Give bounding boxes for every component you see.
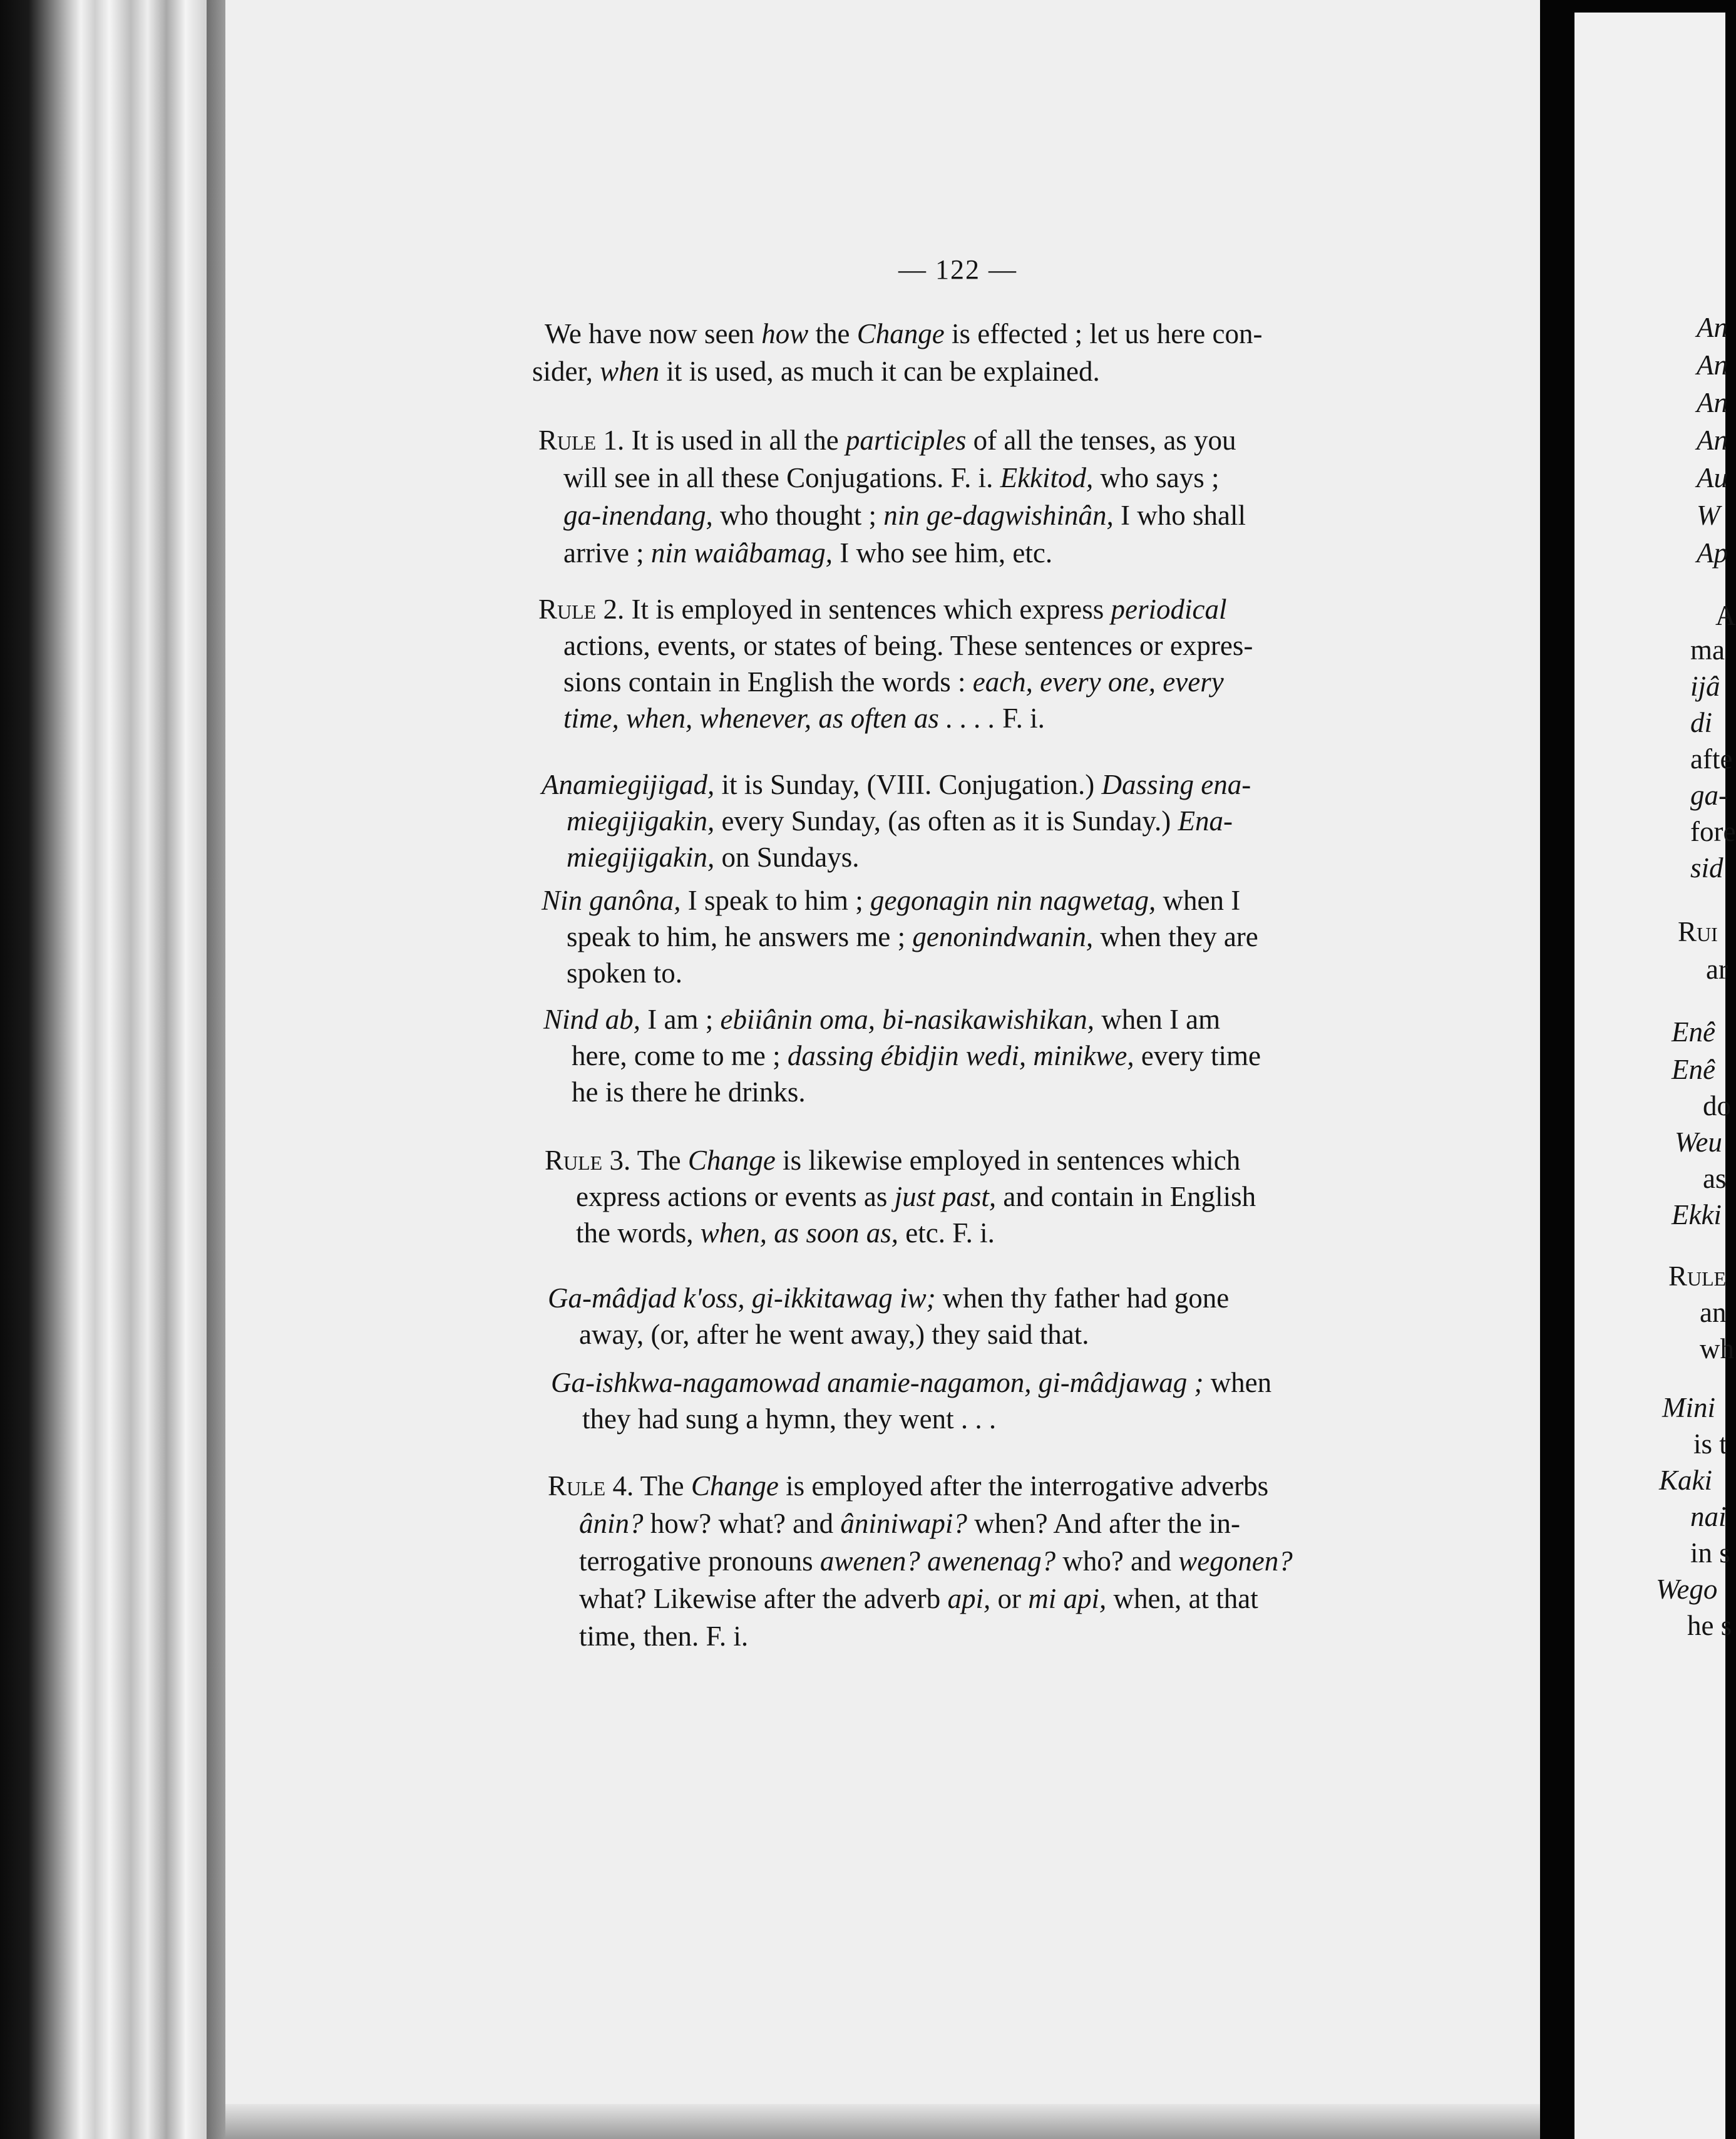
rule-label: Rule 4.: [548, 1470, 634, 1502]
page-bottom-shadow: [225, 2104, 1546, 2139]
facing-page: An An An An Au W Ap A ma ijâ di afte ga- fore sid Rui ar Enê Enê do Weu as Ekki Rule an wh Mini is t Kaki nai in s Wego he s: [1574, 13, 1725, 2139]
page-number: — 122 —: [898, 254, 1017, 285]
rule-label: Rule 1.: [538, 425, 625, 456]
book-page-edges: [0, 0, 238, 2139]
rule-label: Rule 2.: [538, 594, 625, 625]
rule-label: Rule 3.: [545, 1145, 631, 1176]
